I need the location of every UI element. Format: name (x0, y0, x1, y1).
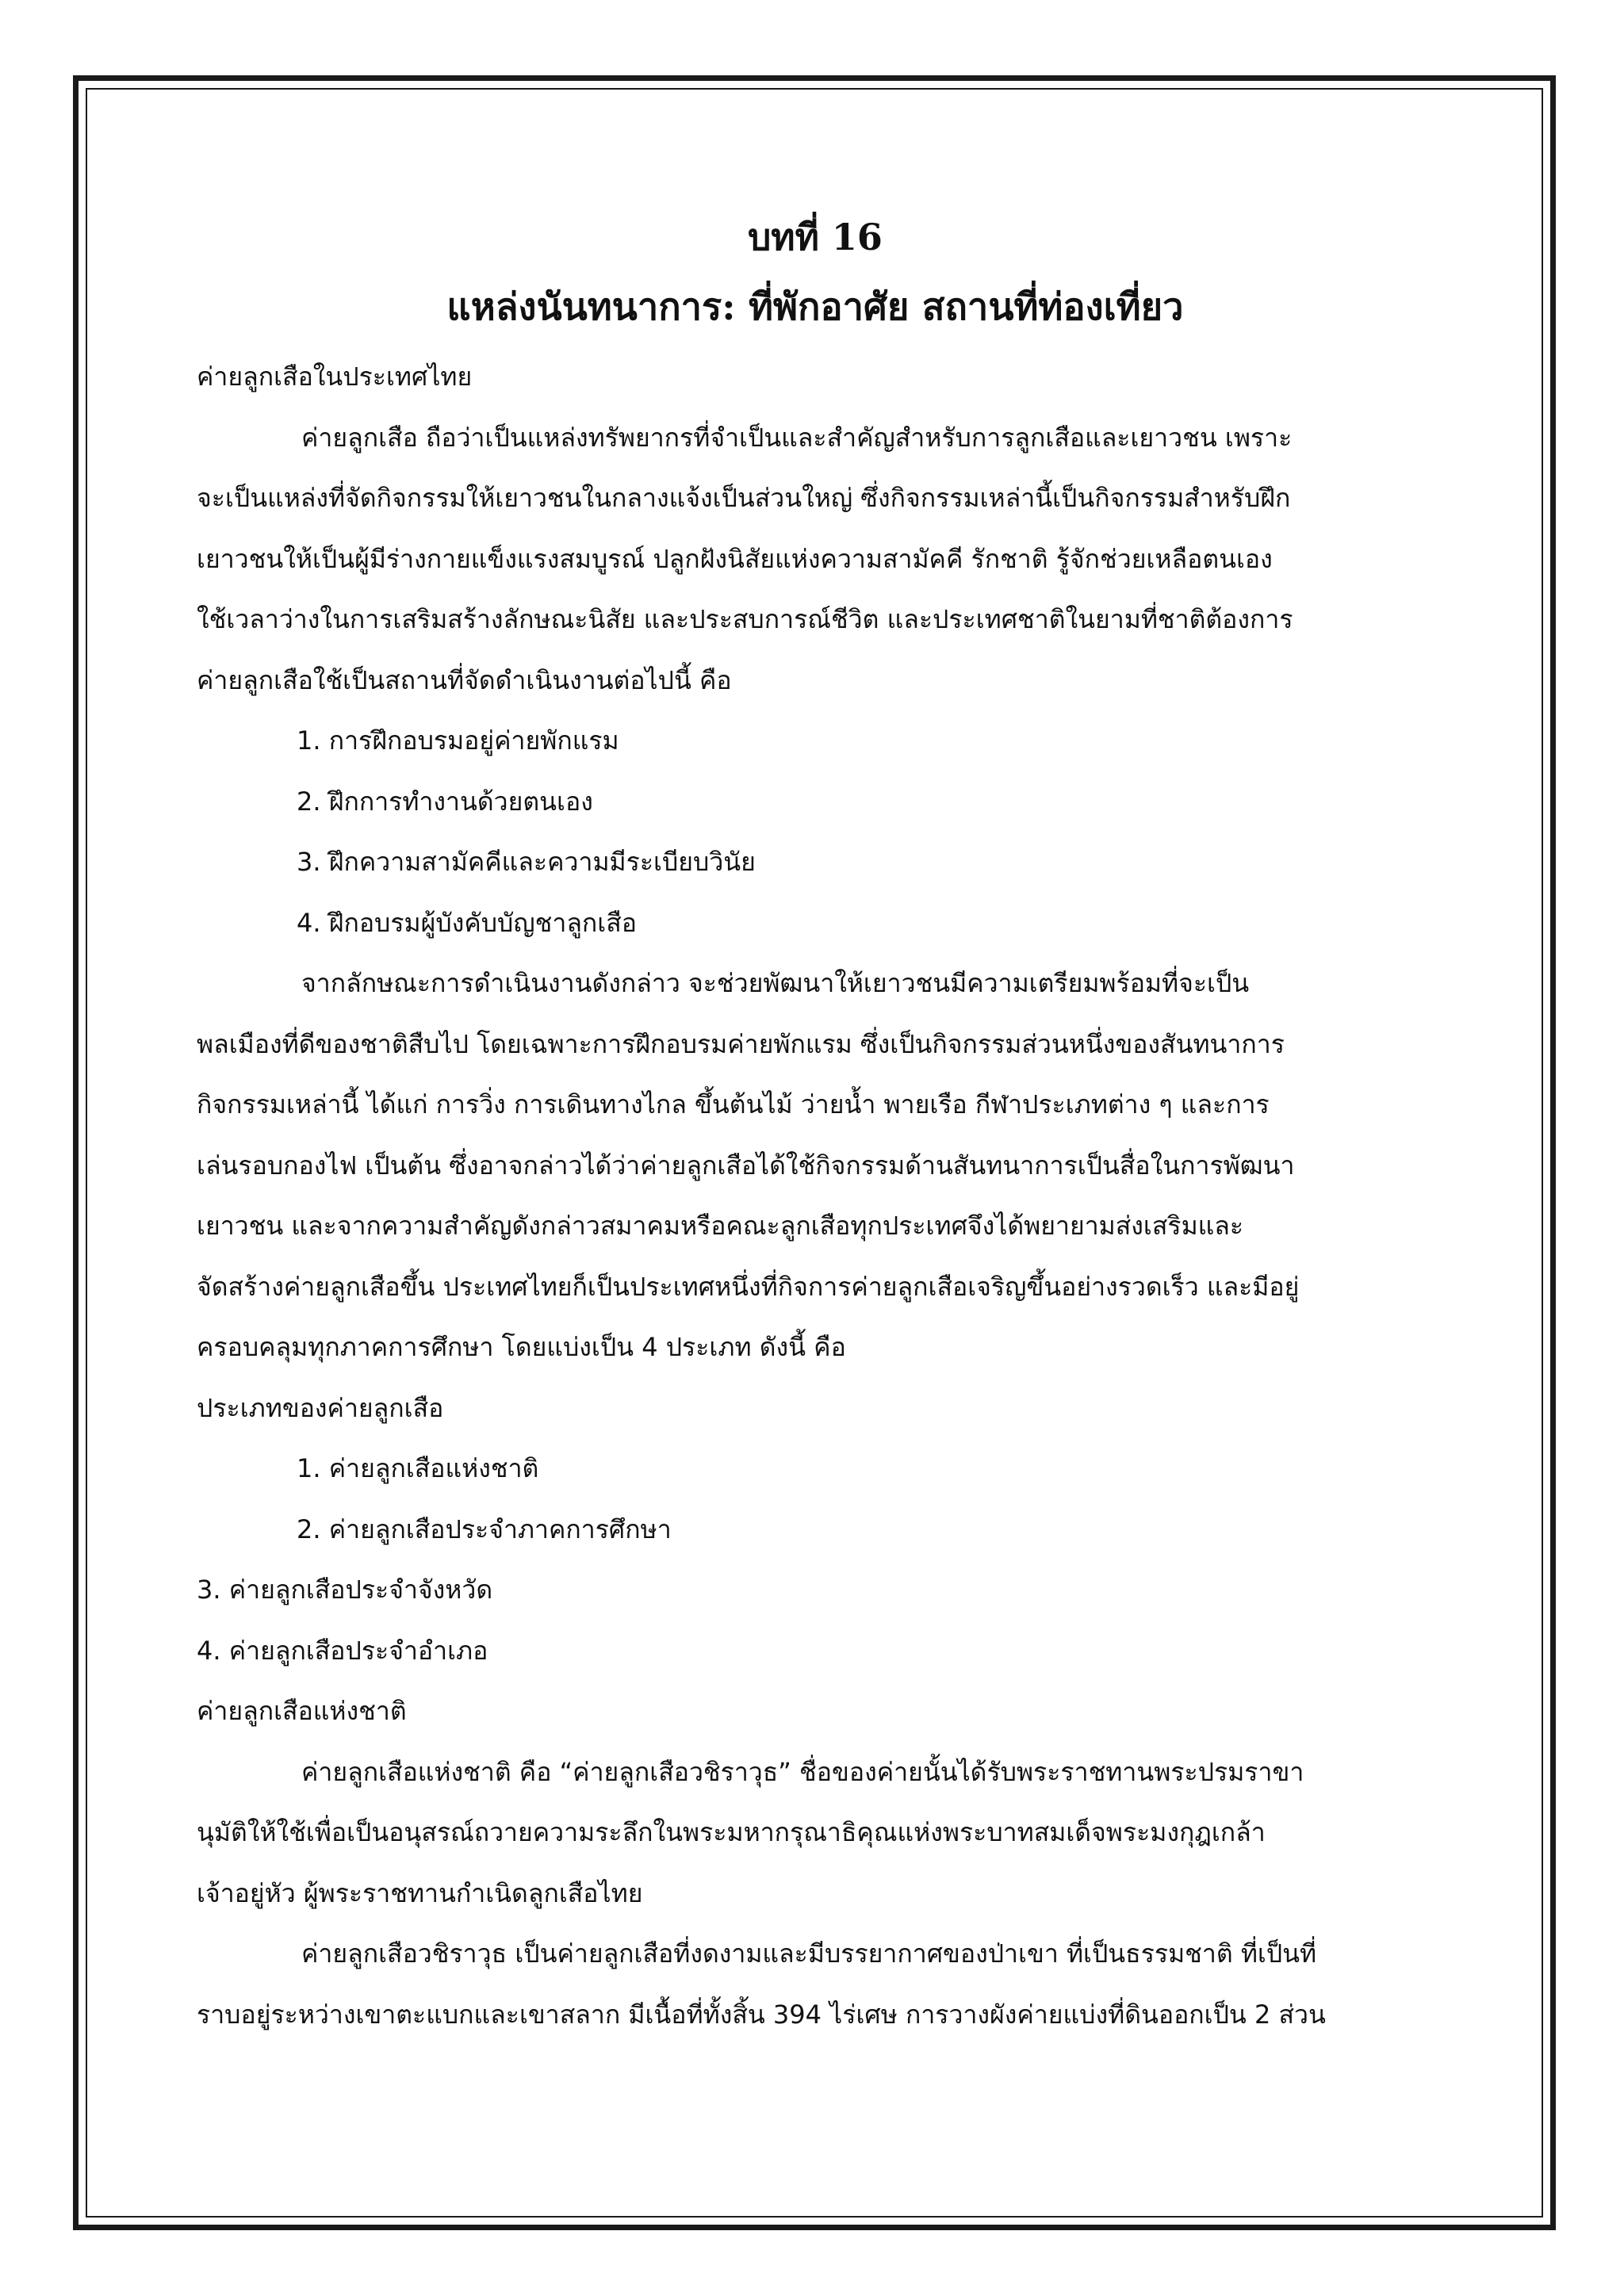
paragraph-line: ราบอยู่ระหว่างเขาตะแบกและเขาสลาก มีเนื้อที่ทั้งสิ้น 394 ไร่เศษ การวางผังค่ายแบ่งที่ดินออกเป็น 2 ส่วน (197, 1999, 1326, 2030)
paragraph (197, 1742, 1434, 1924)
paragraph-line: จากลักษณะการดำเนินงานดังกล่าว จะช่วยพัฒนาให้เยาวชนมีความเตรียมพร้อมที่จะเป็น (301, 968, 1250, 998)
paragraph-line: เล่นรอบกองไฟ เป็นต้น ซึ่งอาจกล่าวได้ว่าค่ายลูกเสือได้ใช้กิจกรรมด้านสันทนาการเป็นสื่อในการพัฒนา (197, 1150, 1295, 1181)
paragraph (197, 408, 1434, 711)
list-item: 2. ค่ายลูกเสือประจำภาคการศึกษา (297, 1513, 672, 1544)
numbered-list (197, 710, 1434, 953)
paragraph-line: เยาวชนให้เป็นผู้มีร่างกายแข็งแรงสมบูรณ์ ปลูกฝังนิสัยแห่งความสามัคคี รักชาติ รู้จักช่วยเหลือตนเอง (197, 543, 1273, 574)
section-heading: ค่ายลูกเสือในประเทศไทย (197, 362, 473, 392)
list-item: 1. ค่ายลูกเสือแห่งชาติ (297, 1453, 539, 1483)
list-item: 2. ฝึกการทำงานด้วยตนเอง (297, 786, 593, 817)
list-item: 1. การฝึกอบรมอยู่ค่ายพักแรม (297, 725, 619, 756)
paragraph (197, 1923, 1434, 2045)
chapter-title: แหล่งนันทนาการ: ที่พักอาศัย สถานที่ท่องเที่ยว (446, 285, 1184, 329)
document-body (197, 202, 1434, 2045)
section-heading: ประเภทของค่ายลูกเสือ (197, 1392, 444, 1423)
paragraph-line: ค่ายลูกเสือแห่งชาติ คือ “ค่ายลูกเสือวชิราวุธ” ชื่อของค่ายนั้นได้รับพระราชทานพระปรมราขา (301, 1756, 1304, 1787)
list-item: 3. ค่ายลูกเสือประจำจังหวัด (197, 1575, 493, 1605)
paragraph-line: กิจกรรมเหล่านี้ ได้แก่ การวิ่ง การเดินทางไกล ขึ้นต้นไม้ ว่ายน้ำ พายเรือ กีฬาประเภทต่าง ๆ และการ (197, 1089, 1270, 1119)
paragraph-line: ค่ายลูกเสือ ถือว่าเป็นแหล่งทรัพยากรที่จำเป็นและสำคัญสำหรับการลูกเสือและเยาวชน เพราะ (301, 422, 1293, 453)
list-item: 4. ค่ายลูกเสือประจำอำเภอ (197, 1635, 488, 1666)
paragraph-line: ครอบคลุมทุกภาคการศึกษา โดยแบ่งเป็น 4 ประเภท ดังนี้ คือ (197, 1332, 846, 1362)
paragraph-line: ค่ายลูกเสือใช้เป็นสถานที่จัดดำเนินงานต่อไปนี้ คือ (197, 664, 732, 695)
chapter-number: บทที่ 16 (748, 216, 883, 258)
section-heading: ค่ายลูกเสือแห่งชาติ (197, 1696, 407, 1726)
numbered-list (197, 1438, 1434, 1681)
list-item: 4. ฝึกอบรมผู้บังคับบัญชาลูกเสือ (297, 907, 637, 938)
list-item: 3. ฝึกความสามัคคีและความมีระเบียบวินัย (297, 847, 756, 877)
paragraph-line: ใช้เวลาว่างในการเสริมสร้างลักษณะนิสัย และประสบการณ์ชีวิต และประเทศชาติในยามที่ชาติต้องการ (197, 604, 1293, 634)
paragraph-line: จะเป็นแหล่งที่จัดกิจกรรมให้เยาวชนในกลางแจ้งเป็นส่วนใหญ่ ซึ่งกิจกรรมเหล่านี้เป็นกิจกรรมสำหรับฝึก (197, 483, 1291, 513)
paragraph-line: เจ้าอยู่หัว ผู้พระราชทานกำเนิดลูกเสือไทย (197, 1877, 643, 1908)
paragraph-line: พลเมืองที่ดีของชาติสืบไป โดยเฉพาะการฝึกอบรมค่ายพักแรม ซึ่งเป็นกิจกรรมส่วนหนึ่งของสันทนาการ (197, 1028, 1285, 1059)
paragraph-line: ค่ายลูกเสือวชิราวุธ เป็นค่ายลูกเสือที่งดงามและมีบรรยากาศของป่าเขา ที่เป็นธรรมชาติ ที่เป็นที่ (301, 1938, 1317, 1969)
paragraph-line: เยาวชน และจากความสำคัญดังกล่าวสมาคมหรือคณะลูกเสือทุกประเทศจึงได้พยายามส่งเสริมและ (197, 1211, 1244, 1241)
paragraph-line: จัดสร้างค่ายลูกเสือขึ้น ประเทศไทยก็เป็นประเทศหนึ่งที่กิจการค่ายลูกเสือเจริญขึ้นอย่างรวดเร็ว และมีอยู่ (197, 1271, 1300, 1302)
paragraph (197, 953, 1434, 1378)
paragraph-line: นุมัติให้ใช้เพื่อเป็นอนุสรณ์ถวายความระลึกในพระมหากรุณาธิคุณแห่งพระบาทสมเด็จพระมงกุฎเกล้า (197, 1817, 1266, 1847)
